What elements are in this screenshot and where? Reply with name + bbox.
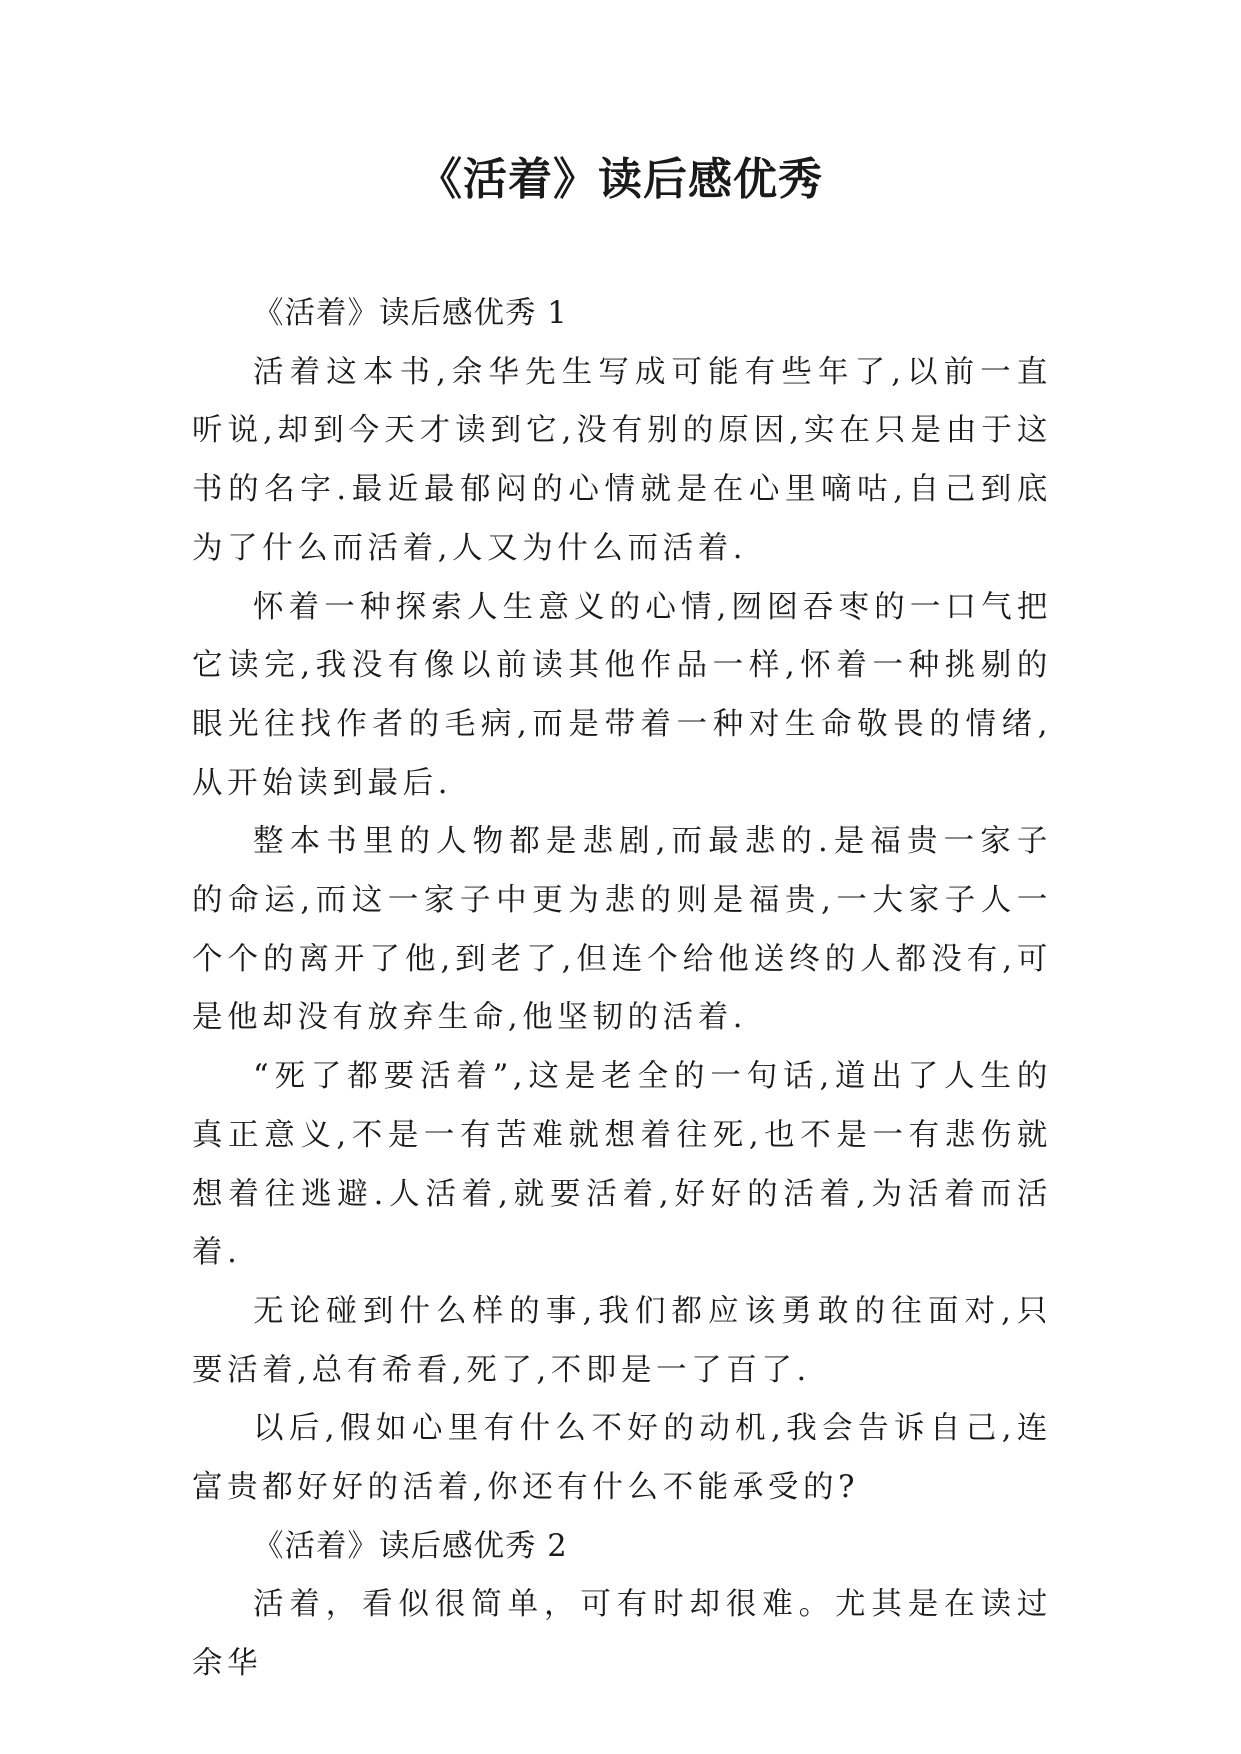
- document-body: [192, 285, 1052, 1694]
- section-heading-1: 《活着》读后感优秀 1: [253, 296, 568, 331]
- document-title: 《活着》读后感优秀: [418, 154, 823, 205]
- paragraph: 整本书里的人物都是悲剧,而最悲的.是福贵一家子的命运,而这一家子中更为悲的则是福贵,一大家子人一个个的离开了他,到老了,但连个给他送终的人都没有,可是他却没有放弃生命,他坚韧的活着.: [192, 824, 1052, 1036]
- section-heading-2: 《活着》读后感优秀 2: [253, 1528, 568, 1564]
- paragraph: “死了都要活着”,这是老全的一句话,道出了人生的真正意义,不是一有苦难就想着往死,也不是一有悲伤就想着往逃避.人活着,就要活着,好好的活着,为活着而活着.: [192, 1059, 1052, 1271]
- paragraph: 以后,假如心里有什么不好的动机,我会告诉自己,连富贵都好好的活着,你还有什么不能承受的?: [192, 1411, 1052, 1506]
- paragraph: 活着，看似很简单，可有时却很难。尤其是在读过余华: [192, 1587, 1052, 1682]
- paragraph: 无论碰到什么样的事,我们都应该勇敢的往面对,只要活着,总有希看,死了,不即是一了百了.: [192, 1293, 1052, 1388]
- paragraph: 怀着一种探索人生意义的心情,囫囵吞枣的一口气把它读完,我没有像以前读其他作品一样,怀着一种挑剔的眼光往找作者的毛病,而是带着一种对生命敬畏的情绪,从开始读到最后.: [192, 589, 1052, 801]
- paragraph: 活着这本书,余华先生写成可能有些年了,以前一直听说,却到今天才读到它,没有别的原因,实在只是由于这书的名字.最近最郁闷的心情就是在心里嘀咕,自己到底为了什么而活着,人又为什么而活着.: [192, 354, 1052, 566]
